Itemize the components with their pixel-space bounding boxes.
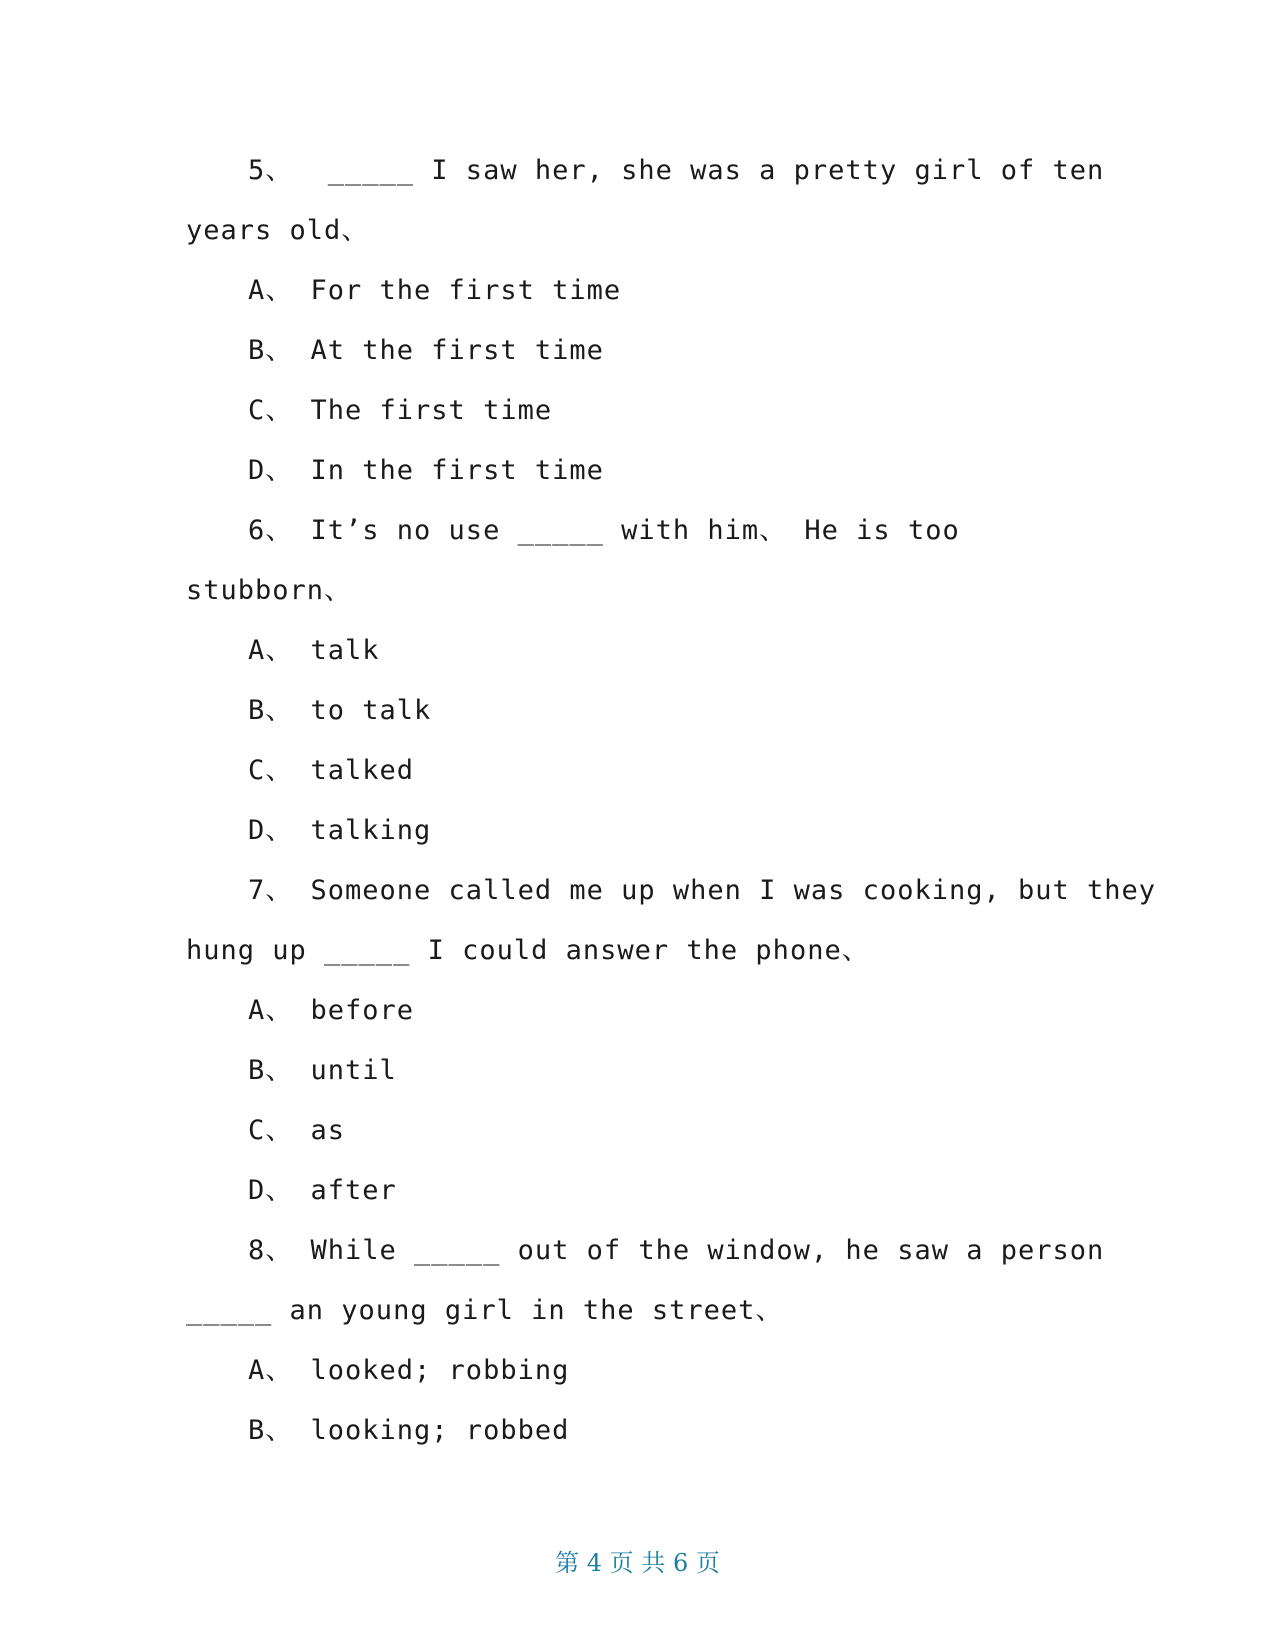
question-5-option-c: C、 The first time bbox=[248, 395, 553, 426]
question-6-stem-line-2: stubborn、 bbox=[186, 575, 353, 606]
question-6-option-a: A、 talk bbox=[248, 635, 380, 666]
question-5-option-b: B、 At the first time bbox=[248, 335, 604, 366]
page-number-footer: 第 4 页 共 6 页 bbox=[555, 1549, 720, 1577]
question-6-stem-line-1: 6、 It’s no use _____ with him、 He is too bbox=[248, 515, 960, 546]
question-5-stem-line-1: 5、 _____ I saw her, she was a pretty girl of ten bbox=[248, 155, 1105, 186]
question-7-option-b: B、 until bbox=[248, 1055, 397, 1086]
question-5-stem-line-2: years old、 bbox=[186, 215, 370, 246]
question-5-option-a: A、 For the first time bbox=[248, 275, 622, 306]
question-7-stem-line-1: 7、 Someone called me up when I was cooking, but they bbox=[248, 875, 1157, 906]
question-7-option-c: C、 as bbox=[248, 1115, 346, 1146]
question-8-stem-line-1: 8、 While _____ out of the window, he saw a person bbox=[248, 1235, 1105, 1266]
question-7-option-d: D、 after bbox=[248, 1175, 397, 1206]
question-6-option-c: C、 talked bbox=[248, 755, 415, 786]
question-8-option-a: A、 looked; robbing bbox=[248, 1355, 570, 1386]
question-8-option-b: B、 looking; robbed bbox=[248, 1415, 570, 1446]
question-7-stem-line-2: hung up _____ I could answer the phone、 bbox=[186, 935, 870, 966]
question-8-stem-line-2: _____ an young girl in the street、 bbox=[186, 1295, 784, 1326]
question-6-option-b: B、 to talk bbox=[248, 695, 432, 726]
question-5-option-d: D、 In the first time bbox=[248, 455, 604, 486]
question-6-option-d: D、 talking bbox=[248, 815, 432, 846]
question-7-option-a: A、 before bbox=[248, 995, 415, 1026]
